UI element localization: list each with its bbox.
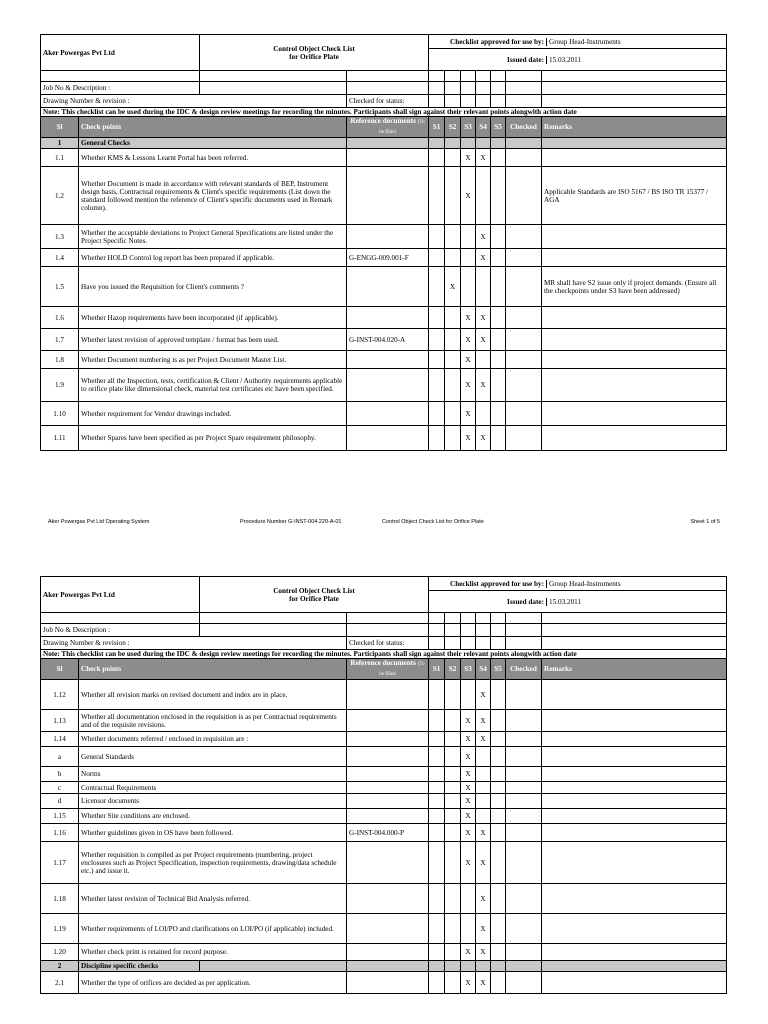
checklist-sheet-2 — [40, 576, 726, 994]
table-row: 1.1 Whether KMS & Lessons Learnt Portal has been referred. X X — [41, 149, 727, 167]
approved-label: Checklist approved for use by: — [429, 580, 547, 588]
table-row: 1.2 Whether Document is made in accordance with relevant standards of BEP, Instrument design basis, Contractual requirements & Client's specific requirements (List down the standard followed mention the reference of Client's specific documents used in Remark column). X Applicable Standards are ISO 5167 / BS ISO TR 15377 / AGA — [41, 167, 727, 225]
col-check-points: Check points — [79, 117, 347, 138]
document-title: Control Object Check List for Orifice Plate — [200, 577, 429, 613]
col-s5: S5 — [491, 117, 506, 138]
footer-procedure: Procedure Number G-INST-004.220-A-01 — [240, 519, 342, 525]
col-s5: S5 — [491, 659, 506, 680]
approval-block — [429, 577, 727, 591]
col-sl: Sl — [41, 659, 79, 680]
drawing-label: Drawing Number & revision : — [41, 95, 347, 108]
footer-sheet: Sheet 1 of 5 — [690, 519, 720, 525]
table-row: 1.16 Whether guidelines given in OS have been followed. G-INST-004.000-P X X — [41, 824, 727, 842]
table-row: 1.9 Whether all the Inspection, tests, certification & Client / Authority requirements applicable to orifice plate like dimensional check, material test certificates etc have been specified. X X — [41, 369, 727, 402]
col-s4: S4 — [476, 117, 491, 138]
table-row: 1.10 Whether requirement for Vendor drawings included. X — [41, 402, 727, 426]
col-sl: Sl — [41, 117, 79, 138]
drawing-label: Drawing Number & revision : — [41, 637, 347, 650]
issued-value: 15.03.2011 — [549, 55, 582, 64]
issued-label: Issued date: — [429, 56, 547, 64]
footer-system: Aker Powergas Pvt Ltd Operating System — [48, 519, 150, 525]
table-row: d Licensor documents X — [41, 794, 727, 809]
job-label: Job No & Description : — [41, 82, 200, 95]
table-row: 1.20 Whether check print is retained for record purpose. X X — [41, 944, 727, 961]
table-row: 1.12 Whether all revision marks on revised document and index are in place. X — [41, 680, 727, 710]
checklist-table-2 — [40, 576, 727, 994]
col-s3: S3 — [461, 659, 476, 680]
note-text: Note: This checklist can be used during the IDC & design review meetings for recording the minutes. Participants shall sign against their relevant points alongwith action date — [41, 650, 727, 659]
table-row: 1.4 Whether HOLD Control log report has been prepared if applicable. G-ENGG-009.001-F X — [41, 249, 727, 267]
checked-status-label: Checked for status: — [347, 637, 429, 650]
table-row: 1.15 Whether Site conditions are enclosed. X — [41, 809, 727, 824]
section-row: 2 Discipline specific checks — [41, 961, 727, 972]
table-row: b Norms X — [41, 767, 727, 782]
job-label: Job No & Description : — [41, 624, 200, 637]
table-row: 1.13 Whether all documentation enclosed in the requisition is as per Contractual requirements and of the requisite revisions. X X — [41, 710, 727, 732]
table-row: 1.7 Whether latest revision of approved template / format has been used. G-INST-004.020-A X X — [41, 329, 727, 351]
table-row: 1.3 Whether the acceptable deviations to Project General Specifications are listed under the Project Specific Notes. X — [41, 225, 727, 249]
issued-label: Issued date: — [429, 598, 547, 606]
approved-value: Group Head-Instruments — [549, 579, 621, 588]
issued-value: 15.03.2011 — [549, 597, 582, 606]
checklist-sheet-1 — [40, 34, 726, 451]
table-row: 2.1 Whether the type of orifices are decided as per application. X X — [41, 972, 727, 994]
table-row: a General Standards X — [41, 747, 727, 767]
col-checked: Checked — [506, 117, 542, 138]
table-row: 1.17 Whether requisition is compiled as per Project requirements (numbering, project enclosures such as Project Specification, inspection requirements, drawing/data schedule etc.) and issue it. X X — [41, 842, 727, 884]
col-checked: Checked — [506, 659, 542, 680]
note-text: Note: This checklist can be used during the IDC & design review meetings for recording the minutes. Participants shall sign against their relevant points alongwith action date — [41, 108, 727, 117]
col-remarks: Remarks — [542, 117, 727, 138]
col-remarks: Remarks — [542, 659, 727, 680]
col-s4: S4 — [476, 659, 491, 680]
company-name: Aker Powergas Pvt Ltd — [41, 35, 200, 71]
col-s3: S3 — [461, 117, 476, 138]
issued-block — [429, 591, 727, 613]
checked-status-label: Checked for status: — [347, 95, 429, 108]
table-row: 1.11 Whether Spares have been specified as per Project Spare requirement philosophy. X X — [41, 426, 727, 451]
col-s2: S2 — [445, 117, 461, 138]
table-row: 1.14 Whether documents referred / enclosed in requisition are : X X — [41, 732, 727, 747]
table-row: 1.6 Whether Hazop requirements have been incorporated (if applicable). X X — [41, 307, 727, 329]
table-row: 1.5 Have you issued the Requisition for Client's comments ? X MR shall have S2 issue only if project demands. (Ensure all the checkpoints under S3 have been addressed) — [41, 267, 727, 307]
checklist-table-1 — [40, 34, 727, 451]
col-reference: Reference documents (To be filled — [347, 659, 429, 680]
document-title: Control Object Check List for Orifice Plate — [200, 35, 429, 71]
col-s1: S1 — [429, 117, 445, 138]
table-row: 1.19 Whether requirements of LOI/PO and clarifications on LOI/PO (if applicable) included. X — [41, 914, 727, 944]
approved-value: Group Head-Instruments — [549, 37, 621, 46]
section-row: 1 General Checks — [41, 138, 727, 149]
table-row: 1.8 Whether Document numbering is as per Project Document Master List. X — [41, 351, 727, 369]
col-check-points: Check points — [79, 659, 347, 680]
approved-label: Checklist approved for use by: — [429, 38, 547, 46]
issued-block — [429, 49, 727, 71]
table-row: 1.18 Whether latest revision of Technical Bid Analysis referred. X — [41, 884, 727, 914]
footer-doc: Control Object Check List for Orifice Plate — [382, 519, 484, 525]
table-row: c Contractual Requirements X — [41, 782, 727, 794]
col-reference: Reference documents (To be filled — [347, 117, 429, 138]
col-s2: S2 — [445, 659, 461, 680]
approval-block — [429, 35, 727, 49]
col-s1: S1 — [429, 659, 445, 680]
company-name: Aker Powergas Pvt Ltd — [41, 577, 200, 613]
